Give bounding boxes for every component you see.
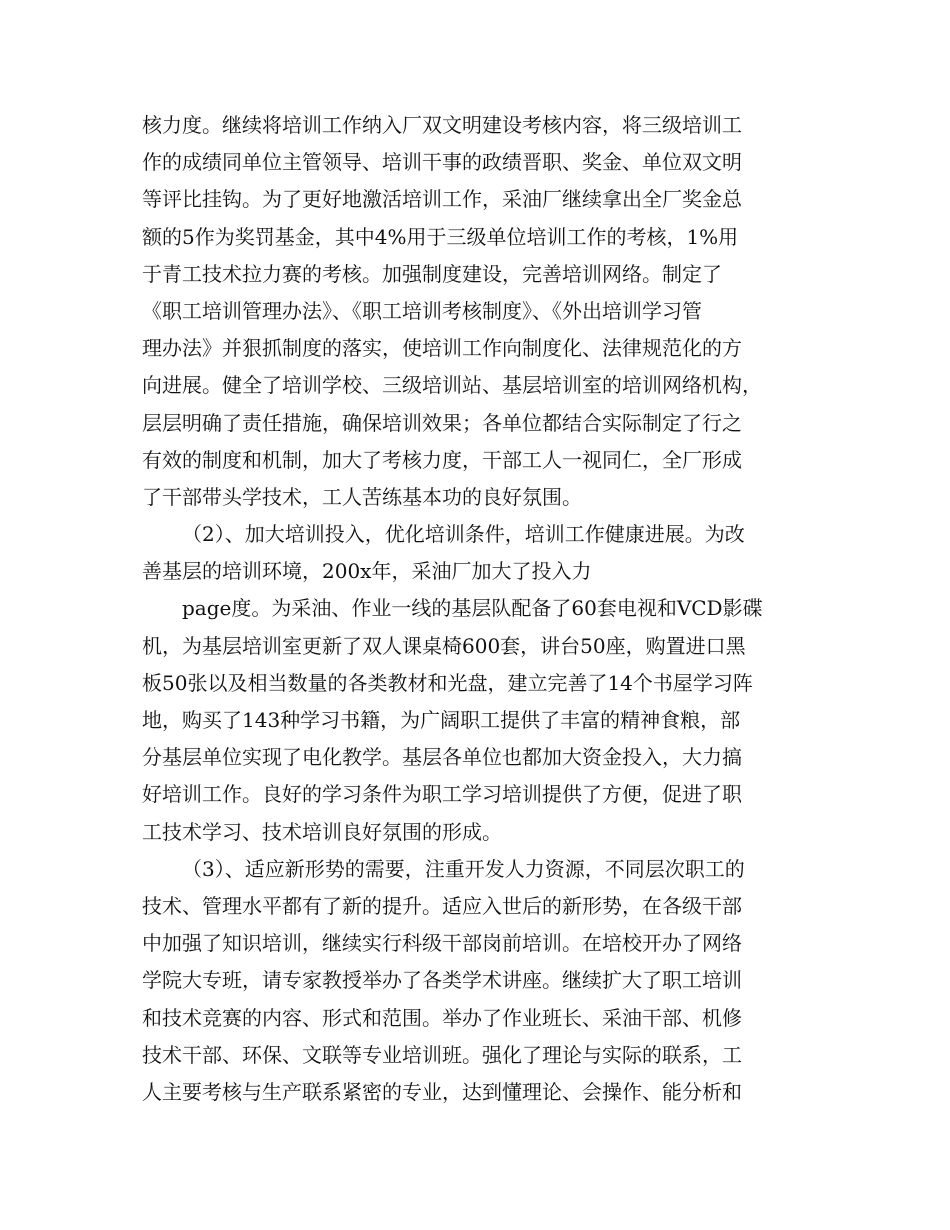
text-line: 《职工培训管理办法》、《职工培训考核制度》、《外出培训学习管 bbox=[142, 298, 702, 323]
text-line: 向进展。健全了培训学校、三级培训站、基层培训室的培训网络机构， bbox=[142, 373, 762, 398]
text-line: 人主要考核与生产联系紧密的专业，达到懂理论、会操作、能分析和 bbox=[142, 1079, 742, 1104]
text-line: 和技术竞赛的内容、形式和范围。举办了作业班长、采油干部、机修 bbox=[142, 1005, 742, 1030]
paragraph-heading-2: （2）、加大培训投入，优化培训条件，培训工作健康进展。为改 bbox=[182, 522, 745, 547]
text-line: 分基层单位实现了电化教学。基层各单位也都加大资金投入，大力搞 bbox=[142, 745, 742, 770]
text-line: 核力度。继续将培训工作纳入厂双文明建设考核内容，将三级培训工 bbox=[142, 113, 742, 137]
text-line: 额的5作为奖罚基金，其中4%用于三级单位培训工作的考核，1%用 bbox=[142, 224, 739, 249]
paragraph-heading-3: （3）、适应新形势的需要，注重开发人力资源，不同层次职工的 bbox=[182, 856, 745, 881]
text-line: 中加强了知识培训，继续实行科级干部岗前培训。在培校开办了网络 bbox=[142, 931, 742, 956]
text-line: 板50张以及相当数量的各类教材和光盘，建立完善了14个书屋学习阵 bbox=[142, 670, 753, 695]
text-line: 于青工技术拉力赛的考核。加强制度建设，完善培训网络。制定了 bbox=[142, 261, 722, 286]
text-line: 有效的制度和机制，加大了考核力度，干部工人一视同仁，全厂形成 bbox=[142, 447, 742, 472]
text-line: 等评比挂钩。为了更好地激活培训工作，采油厂继续拿出全厂奖金总 bbox=[142, 187, 742, 212]
text-line: 技术、管理水平都有了新的提升。适应入世后的新形势，在各级干部 bbox=[142, 893, 742, 918]
text-line: 技术干部、环保、文联等专业培训班。强化了理论与实际的联系，工 bbox=[142, 1042, 742, 1067]
text-line: 学院大专班，请专家教授举办了各类学术讲座。继续扩大了职工培训 bbox=[142, 968, 742, 993]
text-line: 了干部带头学技术，工人苦练基本功的良好氛围。 bbox=[142, 484, 582, 509]
text-line: 工技术学习、技术培训良好氛围的形成。 bbox=[142, 819, 502, 844]
text-line: 好培训工作。良好的学习条件为职工学习培训提供了方便，促进了职 bbox=[142, 782, 742, 807]
text-line: 层层明确了责任措施，确保培训效果；各单位都结合实际制定了行之 bbox=[142, 410, 742, 435]
text-line: 作的成绩同单位主管领导、培训干事的政绩晋职、奖金、单位双文明 bbox=[142, 150, 742, 175]
body-text bbox=[142, 107, 822, 1111]
text-line: page度。为采油、作业一线的基层队配备了60套电视和VCD影碟 bbox=[182, 596, 763, 621]
text-line: 理办法》并狠抓制度的落实，使培训工作向制度化、法律规范化的方 bbox=[142, 336, 742, 361]
text-line: 机，为基层培训室更新了双人课桌椅600套，讲台50座，购置进口黑 bbox=[142, 633, 746, 658]
text-line: 地，购买了143种学习书籍，为广阔职工提供了丰富的精神食粮，部 bbox=[142, 708, 741, 732]
text-line: 善基层的培训环境，200x年，采油厂加大了投入力 bbox=[142, 559, 592, 584]
